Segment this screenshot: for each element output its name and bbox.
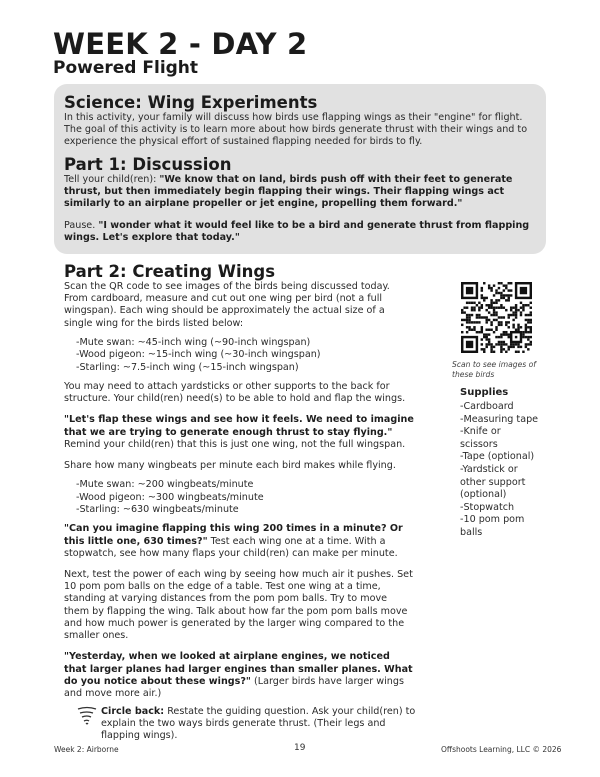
circle-back-body: Restate the guiding question. Ask your child(ren) to explain the two ways birds generate thrust. (Their legs and flapping wings).: [101, 706, 416, 742]
page-title: WEEK 2 - DAY 2: [53, 27, 308, 61]
imagine-paragraph: [64, 523, 414, 560]
part1-paragraph: [64, 174, 536, 211]
science-heading: Science: Wing Experiments: [64, 93, 318, 112]
supply-item: -Cardboard: [460, 401, 514, 412]
support-paragraph: You may need to attach yardsticks or other supports to the back for structure. Your child(ren) need(s) to be able to hold and flap the wings.: [64, 381, 406, 405]
circle-back-text: [101, 706, 426, 743]
qr-code-icon[interactable]: [461, 282, 532, 357]
flap-paragraph: [64, 414, 414, 451]
yesterday-rest: (Larger birds have larger wings and move more air.): [64, 675, 404, 699]
supply-item: -Yardstick or: [460, 463, 518, 475]
supply-item: -Measuring tape: [460, 413, 539, 425]
list-item: -Wood pigeon: ~300 wingbeats/minute: [76, 491, 264, 503]
pause-quote: "I wonder what it would feel like to be a bird and generate thrust from flapping wings. Let's explore that today.": [64, 220, 530, 244]
part1-quote: "We know that on land, birds push off with their feet to generate thrust, but then immediately begin flapping their wings. Their flapping wings act similarly to an airplane propeller or jet engine, propelling them forward.": [64, 173, 513, 210]
yesterday-paragraph: [64, 651, 414, 700]
footer-copyright: Offshoots Learning, LLC © 2026: [441, 745, 562, 754]
science-box: [54, 84, 546, 254]
flap-rest: Remind your child(ren) that this is just one wing, not the full wingspan.: [64, 438, 406, 450]
share-paragraph: Share how many wingbeats per minute each bird makes while flying.: [64, 460, 396, 472]
yesterday-quote: "Yesterday, when we looked at airplane engines, we noticed that larger planes had larger engines than smaller planes. What do you notice about these wings?": [64, 651, 413, 687]
circle-back-label: Circle back:: [101, 706, 165, 717]
page-number: 19: [294, 743, 306, 753]
imagine-rest: Test each wing one at a time. With a stopwatch, see how many flaps your child(ren) can make per minute.: [64, 535, 398, 559]
pause-lead: Pause.: [64, 220, 99, 232]
supply-item: balls: [460, 526, 483, 538]
power-paragraph: Next, test the power of each wing by seeing how much air it pushes. Set 10 pom pom balls on the edge of a table. Test one wing at a time, standing at varying distances from the pom pom balls. Try to move them by flapping the wing. Talk about how far the pom pom balls move and how much power is generated by the larger wing compared to the smaller ones.: [64, 569, 413, 642]
part2-section: [64, 262, 414, 700]
supplies-heading: Supplies: [460, 387, 509, 398]
qr-caption: Scan to see images of these birds: [452, 360, 536, 379]
science-intro: In this activity, your family will discuss how birds use flapping wings as their "engine" for flight. The goal of this activity is to learn more about how birds generate thrust with their wings and to experience the physical effort of sustained flapping needed for birds to fly.: [64, 112, 528, 148]
page-subtitle: Powered Flight: [53, 58, 199, 78]
supply-item: -Tape (optional): [460, 451, 535, 463]
wingbeat-list: [76, 479, 414, 516]
part2-heading: Part 2: Creating Wings: [64, 262, 276, 281]
supply-item: -Stopwatch: [460, 501, 515, 513]
part2-intro: Scan the QR code to see images of the birds being discussed today. From cardboard, measure and cut out one wing per bird (not a full wingspan). Each wing should be approximately the actual size of a single wing for the birds listed below:: [64, 281, 390, 329]
list-item: -Starling: ~630 wingbeats/minute: [76, 504, 239, 516]
list-item: -Mute swan: ~45-inch wing (~90-inch wingspan): [76, 336, 311, 348]
imagine-quote: "Can you imagine flapping this wing 200 times in a minute? Or this little one, 630 times?": [64, 523, 403, 547]
wing-size-list: [76, 337, 414, 374]
list-item: -Wood pigeon: ~15-inch wing (~30-inch wingspan): [76, 349, 321, 361]
pause-paragraph: [64, 220, 536, 244]
tornado-icon: [76, 705, 98, 727]
supplies-box: [460, 387, 550, 540]
supply-item: scissors: [460, 438, 498, 450]
list-item: -Mute swan: ~200 wingbeats/minute: [76, 479, 254, 491]
flap-quote: "Let's flap these wings and see how it feels. We need to imagine that we are trying to generate enough thrust to stay flying.": [64, 414, 414, 438]
part1-lead: Tell your child(ren):: [64, 173, 160, 185]
supply-item: (optional): [460, 489, 507, 501]
supply-item: -10 pom pom: [460, 514, 525, 526]
footer-unit: Week 2: Airborne: [54, 745, 119, 754]
part1-heading: Part 1: Discussion: [64, 154, 232, 174]
list-item: -Starling: ~7.5-inch wing (~15-inch wingspan): [76, 361, 299, 373]
supply-item: other support: [460, 476, 526, 488]
supply-item: -Knife or: [460, 426, 501, 438]
